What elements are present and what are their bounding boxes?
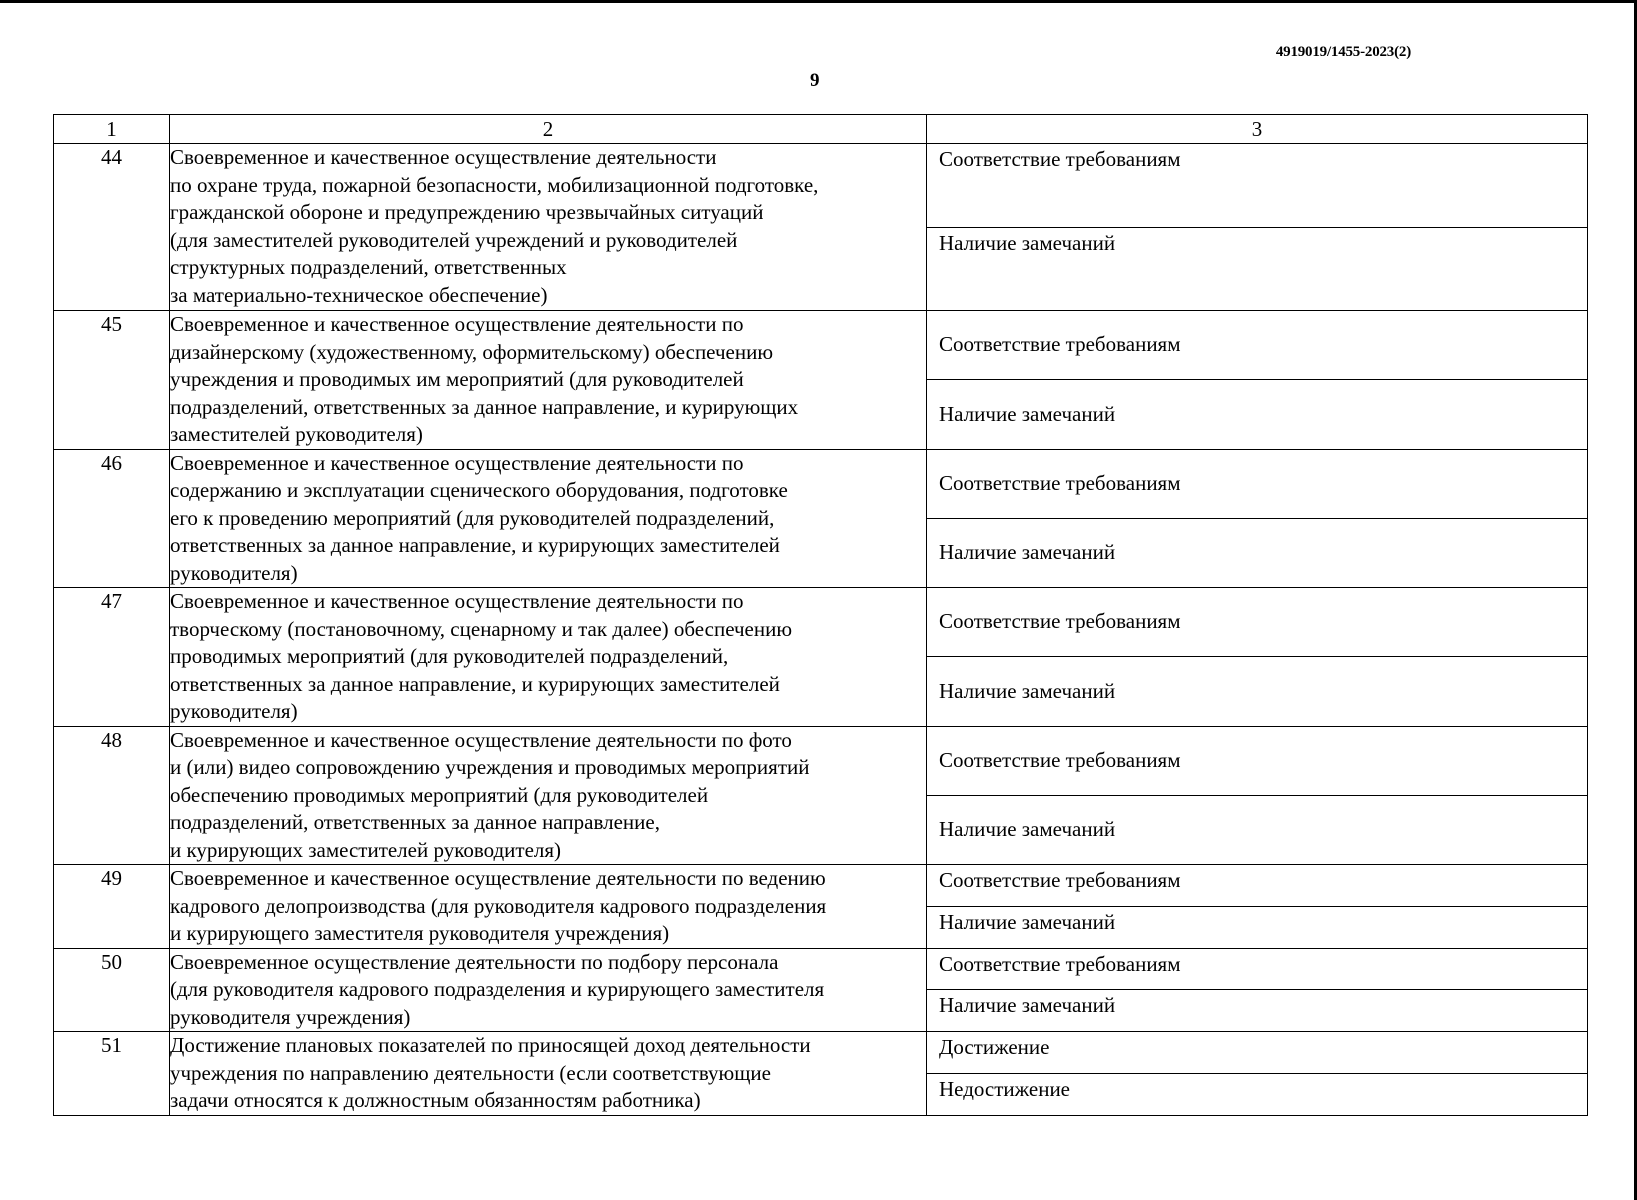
table-row [54,726,1588,865]
description-line: Своевременное и качественное осуществление деятельности по [170,589,744,613]
criteria-list [927,144,1587,310]
indicator-description [170,948,927,1032]
description-line: Своевременное и качественное осуществление деятельности по фото [170,727,792,752]
description-line: (для заместителей руководителей учреждений и руководителей [170,227,738,252]
table-row [54,948,1588,1032]
criteria-list [927,949,1587,1032]
criterion-item: Соответствие требованиям [927,865,1587,907]
description-line: и курирующего заместителя руководителя учреждения) [170,921,670,945]
row-number: 46 [54,449,170,588]
indicator-description [170,726,927,865]
criterion-item: Достижение [927,1032,1587,1074]
table-row [54,865,1588,949]
description-line: Достижение плановых показателей по приносящей доход деятельности [170,1033,811,1057]
criteria-cell [927,726,1588,865]
description-line: ответственных за данное направление, и курирующих заместителей [170,671,780,696]
criterion-item: Наличие замечаний [939,817,1116,842]
scan-border-top [0,0,1637,3]
row-number: 50 [54,948,170,1032]
description-line: гражданской обороне и предупреждению чрезвычайных ситуаций [170,200,764,224]
table-row [54,144,1588,311]
indicator-description [170,449,927,588]
description-line: кадрового делопроизводства (для руководителя кадрового подразделения [170,893,827,918]
description-line: Своевременное и качественное осуществление деятельности по [170,450,744,475]
criterion-item: Соответствие требованиям [927,311,1587,380]
description-line: и курирующих заместителей руководителя) [170,837,562,862]
criterion-item: Соответствие требованиям [927,144,1587,228]
description-line: заместителей руководителя) [170,422,423,446]
description-line: Своевременное и качественное осуществление деятельности [170,145,717,169]
description-line: структурных подразделений, ответственных [170,255,567,279]
description-line: и (или) видео сопровождению учреждения и проводимых мероприятий [170,755,810,779]
description-line: обеспечению проводимых мероприятий (для руководителей [170,782,709,807]
description-line: Своевременное осуществление деятельности по подбору персонала [170,949,779,974]
row-number: 45 [54,311,170,450]
criterion-item: Наличие замечаний [939,909,1116,934]
description-line: подразделений, ответственных за данное направление, [170,810,660,834]
criteria-cell [927,311,1588,450]
document-number: 4919019/1455-2023(2) [1275,44,1411,60]
criterion-item: Соответствие требованиям [927,588,1587,657]
criterion-item: Наличие замечаний [939,993,1116,1018]
criteria-list [927,865,1587,948]
criteria-table [53,114,1588,1116]
description-line: Своевременное и качественное осуществление деятельности по [170,312,744,336]
description-line: руководителя) [170,699,298,723]
indicator-description [170,588,927,727]
description-line: руководителя) [170,560,298,585]
page-number: 9 [810,70,820,91]
criteria-cell [927,449,1588,588]
criterion-item: Соответствие требованиям [927,727,1587,796]
row-number: 44 [54,144,170,311]
column-header-1: 1 [54,115,170,144]
criteria-cell [927,144,1588,311]
indicator-description [170,311,927,450]
criterion-item: Наличие замечаний [939,540,1116,565]
column-header-2: 2 [170,115,927,144]
criterion-item: Наличие замечаний [939,401,1116,426]
indicator-description [170,865,927,949]
row-number: 51 [54,1032,170,1116]
description-line: проводимых мероприятий (для руководителей подразделений, [170,644,729,668]
table-row [54,449,1588,588]
description-line: (для руководителя кадрового подразделения и курирующего заместителя [170,977,825,1001]
criteria-list [927,588,1587,726]
row-number: 49 [54,865,170,949]
criteria-list [927,450,1587,588]
table-body [54,144,1588,1116]
description-line: задачи относятся к должностным обязанностям работника) [170,1088,701,1112]
description-line: ответственных за данное направление, и курирующих заместителей [170,533,780,557]
row-number: 48 [54,726,170,865]
description-line: подразделений, ответственных за данное направление, и курирующих [170,394,799,419]
row-number: 47 [54,588,170,727]
criterion-item: Недостижение [939,1076,1071,1101]
criterion-item: Наличие замечаний [939,230,1116,255]
description-line: дизайнерскому (художественному, оформительскому) обеспечению [170,339,774,364]
table-row [54,588,1588,727]
description-line: учреждения по направлению деятельности (если соответствующие [170,1060,771,1085]
table-row [54,1032,1588,1116]
criteria-cell [927,865,1588,949]
description-line: Своевременное и качественное осуществление деятельности по ведению [170,866,826,890]
criteria-list [927,311,1587,449]
description-line: учреждения и проводимых им мероприятий (для руководителей [170,367,744,391]
criterion-item: Наличие замечаний [939,678,1116,703]
description-line: его к проведению мероприятий (для руководителей подразделений, [170,505,775,530]
description-line: за материально-техническое обеспечение) [170,282,548,307]
criterion-item: Соответствие требованиям [927,949,1587,991]
criteria-list [927,1032,1587,1115]
column-header-3: 3 [927,115,1588,144]
description-line: содержанию и эксплуатации сценического оборудования, подготовке [170,478,788,502]
description-line: руководителя учреждения) [170,1004,411,1029]
criteria-cell [927,1032,1588,1116]
description-line: творческому (постановочному, сценарному и так далее) обеспечению [170,616,793,641]
table-header-row [54,115,1588,144]
indicator-description [170,1032,927,1116]
indicator-description [170,144,927,311]
criteria-cell [927,948,1588,1032]
description-line: по охране труда, пожарной безопасности, мобилизационной подготовке, [170,172,819,197]
criteria-list [927,727,1587,865]
criteria-cell [927,588,1588,727]
criterion-item: Соответствие требованиям [927,450,1587,519]
table-row [54,311,1588,450]
